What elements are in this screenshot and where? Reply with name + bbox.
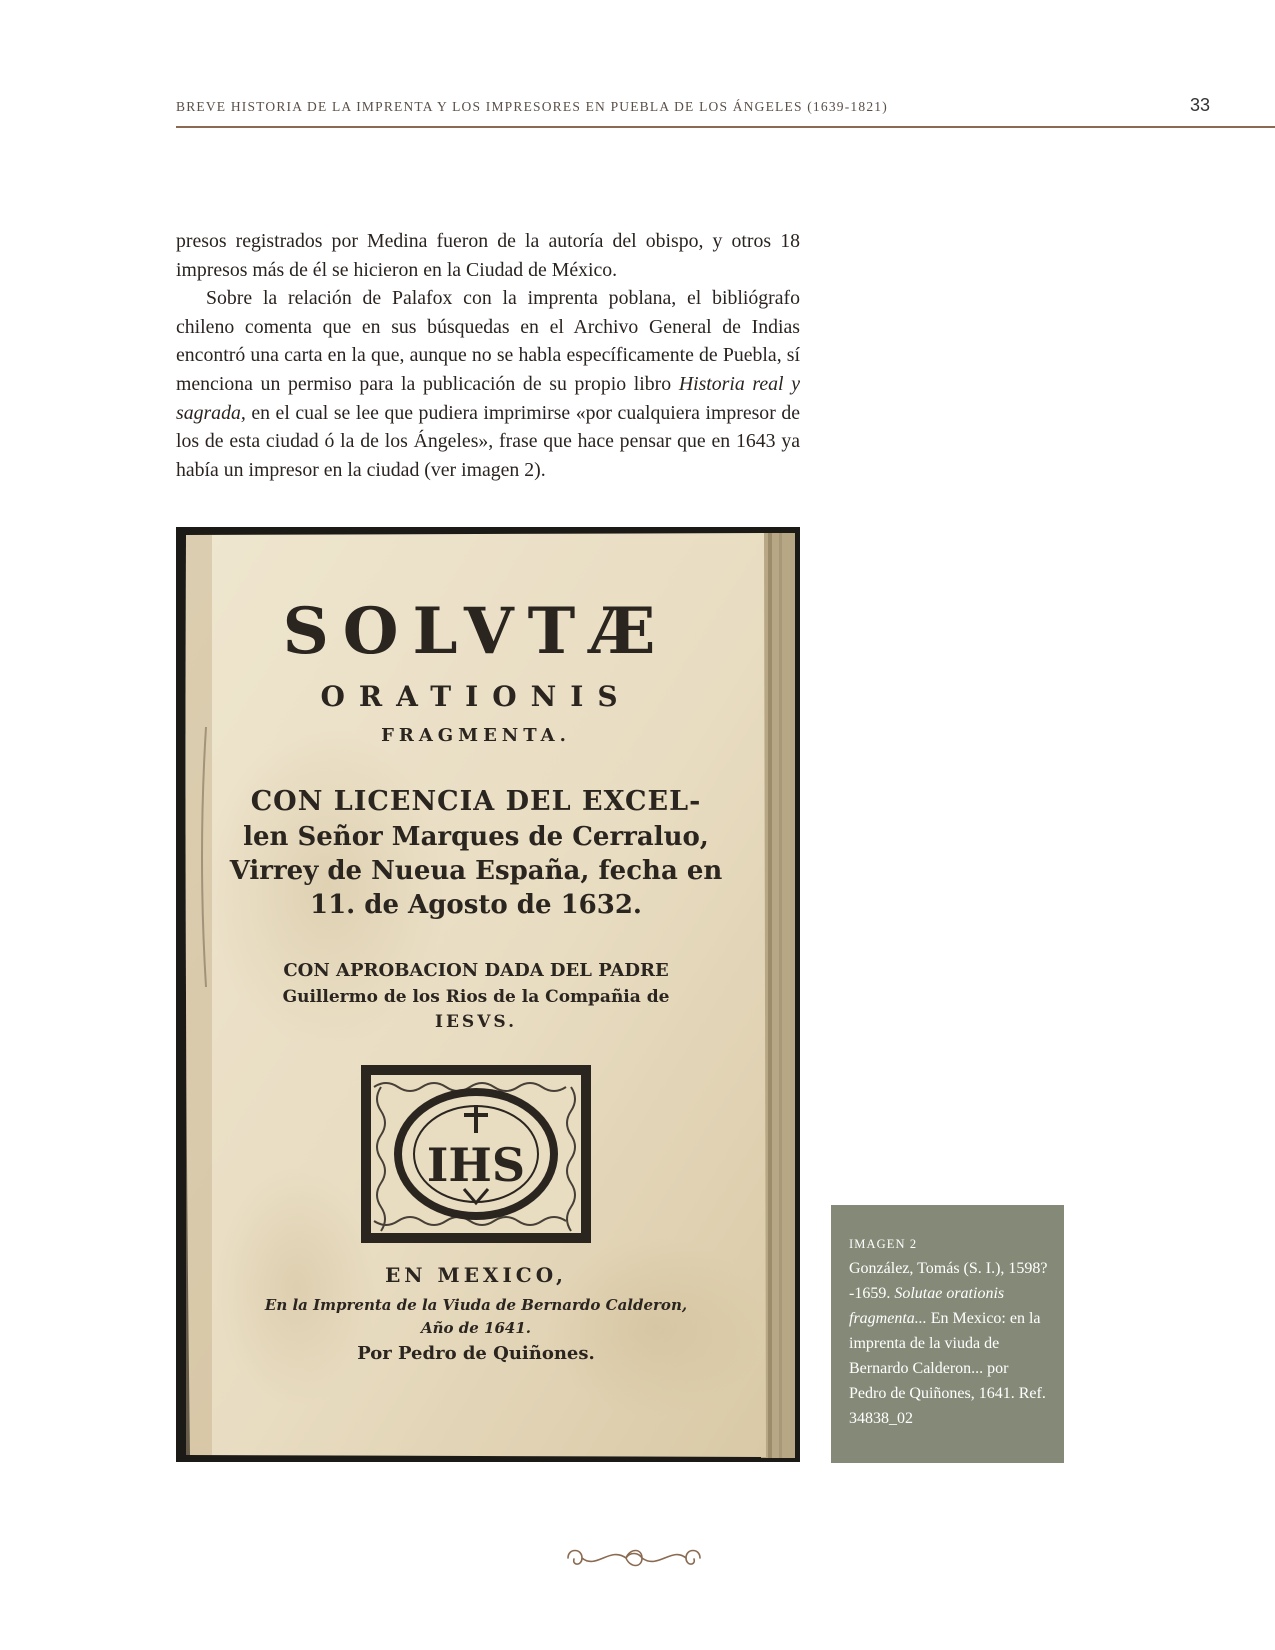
imprint-line-4: Por Pedro de Quiñones. [357,1343,595,1364]
header-rule [176,126,1275,128]
body-text [176,227,800,484]
figure-caption [831,1205,1064,1463]
ihs-emblem [361,1065,591,1243]
license-line-2: len Señor Marques de Cerraluo, [243,822,709,852]
caption-label: IMAGEN 2 [849,1237,918,1251]
imprint-line-2: En la Imprenta de la Viuda de Bernardo Calderon, [264,1296,688,1314]
caption-text [849,1256,1048,1431]
imprint-line-1: EN MEXICO, [385,1263,567,1287]
title-orationis: ORATIONIS [320,680,632,713]
title-fragmenta: FRAGMENTA. [381,725,571,746]
title-page-image [176,527,800,1462]
running-header: BREVE HISTORIA DE LA IMPRENTA Y LOS IMPRESORES EN PUEBLA DE LOS ÁNGELES (1639-1821) [176,99,888,114]
approval-line-3: IESVS. [435,1012,517,1032]
book-title-italic: Historia real y sagrada, [176,372,800,424]
approval-line-2: Guillermo de los Rios de la Compañia de [282,987,670,1007]
caption-author: González, Tomás (S. I.), 1598?-1659. [849,1260,1048,1302]
caption-imprint: En Mexico: en la imprenta de la viuda de Bernardo Calderon... por Pedro de Quiñones, 1641. Ref. 34838_02 [849,1310,1046,1427]
license-line-4: 11. de Agosto de 1632. [310,890,642,920]
caption-title-italic: Solutae orationis fragmenta... [849,1285,1005,1327]
paragraph-2 [176,284,800,484]
license-line-1: CON LICENCIA DEL EXCEL- [250,786,702,817]
license-line-3: Virrey de Nueua España, fecha en [229,856,723,886]
ihs-monogram: IHS [426,1138,526,1192]
paragraph-2-end: en el cual se lee que pudiera imprimirse «por cualquiera impresor de los de esta ciudad ó la de los Ángeles», frase que hace pensar que en 1643 ya había un impresor en la ciudad (ver imagen 2). [176,401,800,481]
imprint-line-3: Año de 1641. [421,1319,531,1337]
approval-line-1: CON APROBACION DADA DEL PADRE [283,960,669,981]
title-solutae: SOLVTÆ [282,594,670,669]
paragraph-1: presos registrados por Medina fueron de la autoría del obispo, y otros 18 impresos más de él se hicieron en la Ciudad de México. [176,230,800,281]
paragraph-2-start: Sobre la relación de Palafox con la imprenta poblana, el bibliógrafo chileno comenta que en sus búsquedas en el Archivo General de Indias encontró una carta en la que, aunque no se habla específicamente de Puebla, sí menciona un permiso para la publicación de su propio libro [176,287,800,395]
page-number: 33 [1190,95,1211,115]
decorative-flourish-icon [562,1540,706,1576]
